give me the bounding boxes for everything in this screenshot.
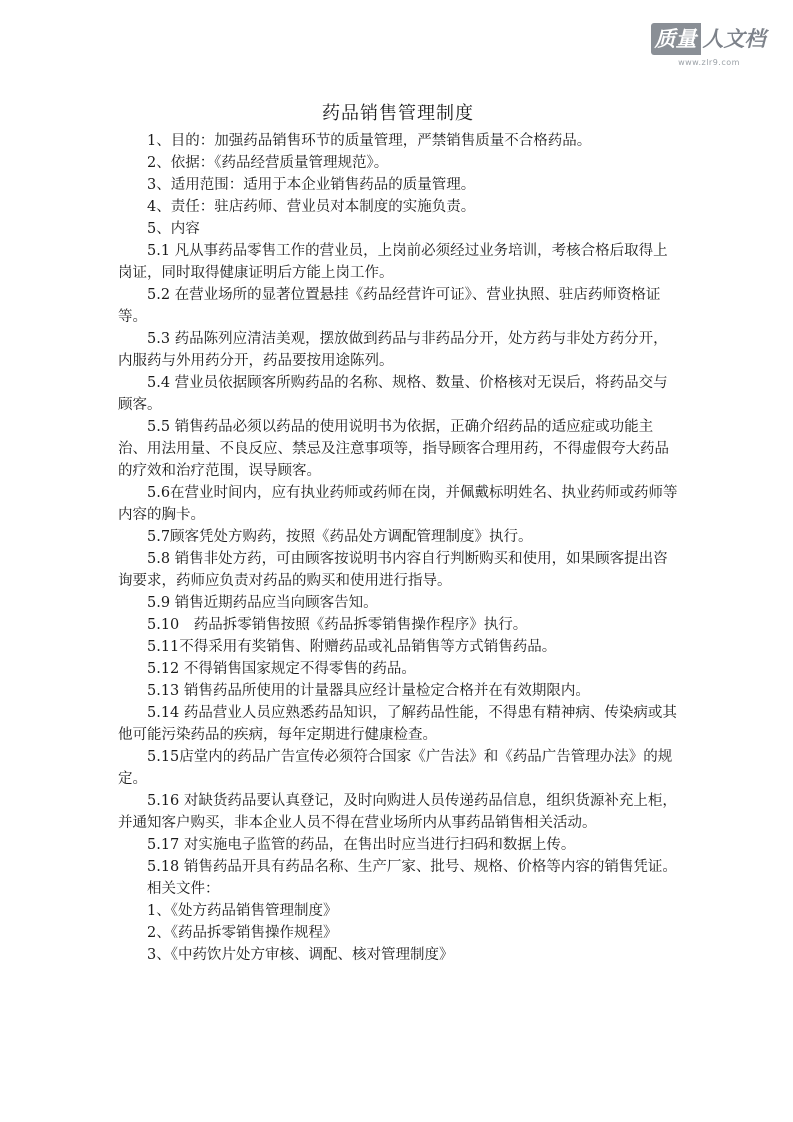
intro-line-responsibility: 4、责任：驻店药师、营业员对本制度的实施负责。 [147, 199, 476, 215]
content-item: 5.2 在营业场所的显著位置悬挂《药品经营许可证》、营业执照、驻店药师资格证等。 [118, 287, 661, 325]
document-title: 药品销售管理制度 [322, 103, 474, 124]
intro-line-purpose: 1、目的：加强药品销售环节的质量管理，严禁销售质量不合格药品。 [147, 133, 592, 149]
intro-section [118, 130, 678, 240]
content-item: 5.17 对实施电子监管的药品，在售出时应当进行扫码和数据上传。 [147, 837, 576, 853]
watermark-logo-text [639, 20, 779, 58]
content-item: 5.15店堂内的药品广告宣传必须符合国家《广告法》和《药品广告管理办法》的规定。 [118, 749, 673, 787]
content-item: 5.10 药品拆零销售按照《药品拆零销售操作程序》执行。 [147, 617, 528, 633]
content-item: 5.8 销售非处方药，可由顾客按说明书内容自行判断购买和使用，如果顾客提出咨询要求，药师应负责对药品的购买和使用进行指导。 [118, 551, 668, 589]
intro-line-content: 5、内容 [147, 221, 200, 237]
content-item: 5.1 凡从事药品零售工作的营业员，上岗前必须经过业务培训，考核合格后取得上岗证，同时取得健康证明后方能上岗工作。 [118, 243, 668, 281]
content-item: 5.5 销售药品必须以药品的使用说明书为依据，正确介绍药品的适应症或功能主治、用法用量、不良反应、禁忌及注意事项等，指导顾客合理用药，不得虚假夸大药品的疗效和治疗范围，误导顾客。 [118, 419, 669, 479]
watermark-part2: 人文档 [702, 27, 766, 51]
content-items [118, 240, 678, 878]
document-body [118, 100, 678, 966]
related-heading: 相关文件： [147, 881, 220, 897]
content-item: 5.4 营业员依据顾客所购药品的名称、规格、数量、价格核对无误后，将药品交与顾客。 [118, 375, 668, 413]
content-item: 5.18 销售药品开具有药品名称、生产厂家、批号、规格、价格等内容的销售凭证。 [147, 859, 677, 875]
intro-line-basis: 2、依据：《药品经营质量管理规范》。 [147, 155, 389, 171]
content-item: 5.7顾客凭处方购药，按照《药品处方调配管理制度》执行。 [147, 529, 533, 545]
related-file: 1、《处方药品销售管理制度》 [147, 903, 338, 919]
content-item: 5.9 销售近期药品应当向顾客告知。 [147, 595, 378, 611]
content-item: 5.16 对缺货药品要认真登记，及时向购进人员传递药品信息，组织货源补充上柜，并通知客户购买，非本企业人员不得在营业场所内从事药品销售相关活动。 [118, 793, 677, 831]
watermark-logo [639, 20, 779, 67]
related-documents [118, 878, 678, 966]
content-item: 5.6在营业时间内，应有执业药师或药师在岗，并佩戴标明姓名、执业药师或药师等内容的胸卡。 [118, 485, 678, 523]
content-item: 5.12 不得销售国家规定不得零售的药品。 [147, 661, 416, 677]
related-file: 2、《药品拆零销售操作规程》 [147, 925, 338, 941]
watermark-part1: 质量 [651, 23, 701, 55]
watermark-url: www.zlr9.com [678, 58, 740, 67]
content-item: 5.14 药品营业人员应熟悉药品知识，了解药品性能，不得患有精神病、传染病或其他可能污染药品的疾病，每年定期进行健康检查。 [118, 705, 677, 743]
content-item: 5.11不得采用有奖销售、附赠药品或礼品销售等方式销售药品。 [147, 639, 557, 655]
content-item: 5.13 销售药品所使用的计量器具应经计量检定合格并在有效期限内。 [147, 683, 590, 699]
related-file: 3、《中药饮片处方审核、调配、核对管理制度》 [147, 947, 454, 963]
intro-line-scope: 3、适用范围：适用于本企业销售药品的质量管理。 [147, 177, 476, 193]
content-item: 5.3 药品陈列应清洁美观，摆放做到药品与非药品分开，处方药与非处方药分开，内服药与外用药分开，药品要按用途陈列。 [118, 331, 668, 369]
